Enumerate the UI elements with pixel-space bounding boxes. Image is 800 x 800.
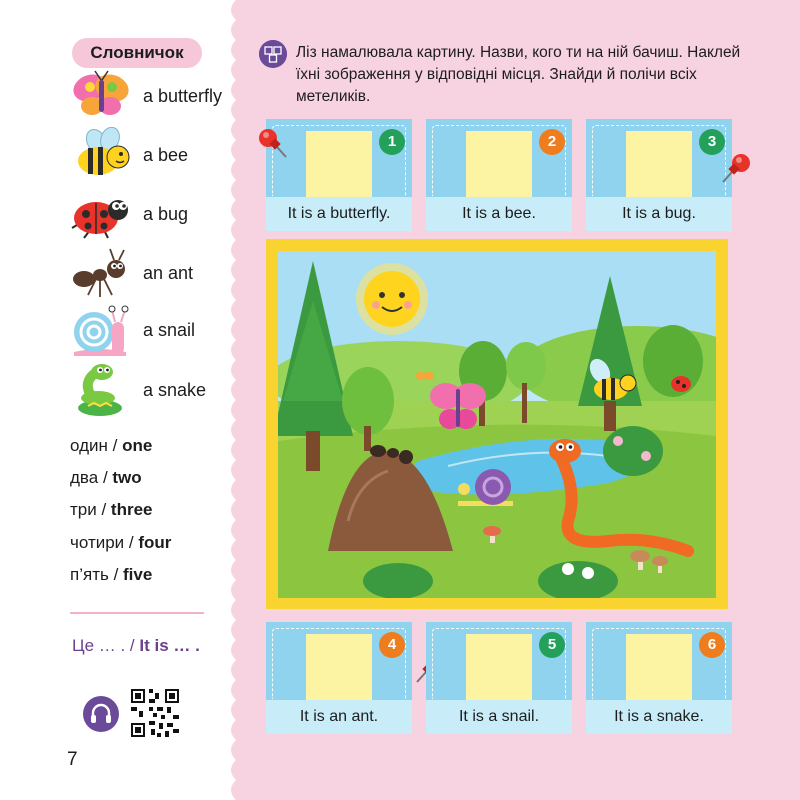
card-number-badge: 1 xyxy=(379,129,405,155)
sticker-placeholder[interactable] xyxy=(626,131,692,197)
number-ua: один xyxy=(70,436,108,455)
sticker-placeholder[interactable] xyxy=(306,634,372,700)
number-one: один / one xyxy=(70,436,153,455)
push-pin-icon xyxy=(720,150,754,184)
card-caption: It is a bee. xyxy=(426,197,572,231)
number-ua: три xyxy=(70,500,97,519)
vocab-item-snail xyxy=(70,302,235,358)
number-five: п’ять / five xyxy=(70,565,153,584)
sticker-card-5[interactable] xyxy=(426,622,572,734)
number-en: five xyxy=(123,565,153,584)
card-caption: It is a snake. xyxy=(586,700,732,734)
vocab-item-bee xyxy=(70,127,235,183)
ladybug-icon xyxy=(671,376,691,392)
number-en: three xyxy=(110,500,153,519)
wavy-edge xyxy=(226,0,246,800)
sticker-card-3[interactable] xyxy=(586,119,732,231)
card-caption: It is a bug. xyxy=(586,197,732,231)
sticker-placeholder[interactable] xyxy=(626,634,692,700)
vocabulary-column xyxy=(0,0,236,800)
card-caption: It is an ant. xyxy=(266,700,412,734)
sticker-card-2[interactable] xyxy=(426,119,572,231)
number-four: чотири / four xyxy=(70,533,172,552)
butterfly-icon xyxy=(70,68,132,124)
phrase-en: It is … . xyxy=(139,636,200,655)
vocabulary-title: Словничок xyxy=(72,38,202,68)
vocab-word: a bug xyxy=(143,204,189,224)
vocab-word: a bee xyxy=(143,145,189,165)
snail-icon xyxy=(70,302,132,358)
qr-code-icon[interactable] xyxy=(129,687,181,739)
vocab-word: a snake xyxy=(143,380,207,400)
number-en: four xyxy=(138,533,172,552)
page-number: 7 xyxy=(67,749,78,770)
card-number-badge: 5 xyxy=(539,632,565,658)
sticker-placeholder[interactable] xyxy=(306,131,372,197)
push-pin-icon xyxy=(255,125,289,159)
phrase-ua: Це … . xyxy=(72,636,126,655)
snake-icon xyxy=(70,362,132,418)
vocab-word: an ant xyxy=(143,263,194,283)
card-number-badge: 3 xyxy=(699,129,725,155)
card-caption: It is a snail. xyxy=(426,700,572,734)
abc-blocks-icon xyxy=(259,40,287,68)
card-number-badge: 6 xyxy=(699,632,725,658)
number-ua: два xyxy=(70,468,99,487)
number-en: one xyxy=(122,436,153,455)
sticker-card-6[interactable] xyxy=(586,622,732,734)
card-number-badge: 4 xyxy=(379,632,405,658)
number-ua: чотири xyxy=(70,533,125,552)
sun-icon xyxy=(356,263,428,335)
sticker-placeholder[interactable] xyxy=(466,131,532,197)
number-three: три / three xyxy=(70,500,153,519)
forest-scene-picture xyxy=(278,251,716,598)
vocab-item-butterfly xyxy=(70,68,235,124)
vocab-item-bug xyxy=(70,186,235,242)
number-two: два / two xyxy=(70,468,142,487)
number-en: two xyxy=(112,468,142,487)
bee-icon xyxy=(70,127,132,183)
audio-button[interactable] xyxy=(83,696,119,732)
phrase-it-is: Це … . / It is … . xyxy=(72,636,200,655)
ladybug-icon xyxy=(70,186,132,242)
divider xyxy=(70,612,204,614)
card-caption: It is a butterfly. xyxy=(266,197,412,231)
card-number-badge: 2 xyxy=(539,129,565,155)
vocab-item-snake xyxy=(70,362,235,418)
headphones-icon xyxy=(83,696,119,732)
ant-icon xyxy=(70,245,132,301)
sticker-card-4[interactable] xyxy=(266,622,412,734)
number-ua: п’ять xyxy=(70,565,109,584)
sticker-placeholder[interactable] xyxy=(466,634,532,700)
vocab-word: a butterfly xyxy=(143,86,223,106)
vocab-item-ant xyxy=(70,245,235,301)
vocab-word: a snail xyxy=(143,320,196,340)
task-instruction: Ліз намалювала картину. Назви, кого ти на ній бачиш. Наклей їхні зображення у відповідні місця. Знайди й полічи всіх метеликів. xyxy=(296,44,741,105)
